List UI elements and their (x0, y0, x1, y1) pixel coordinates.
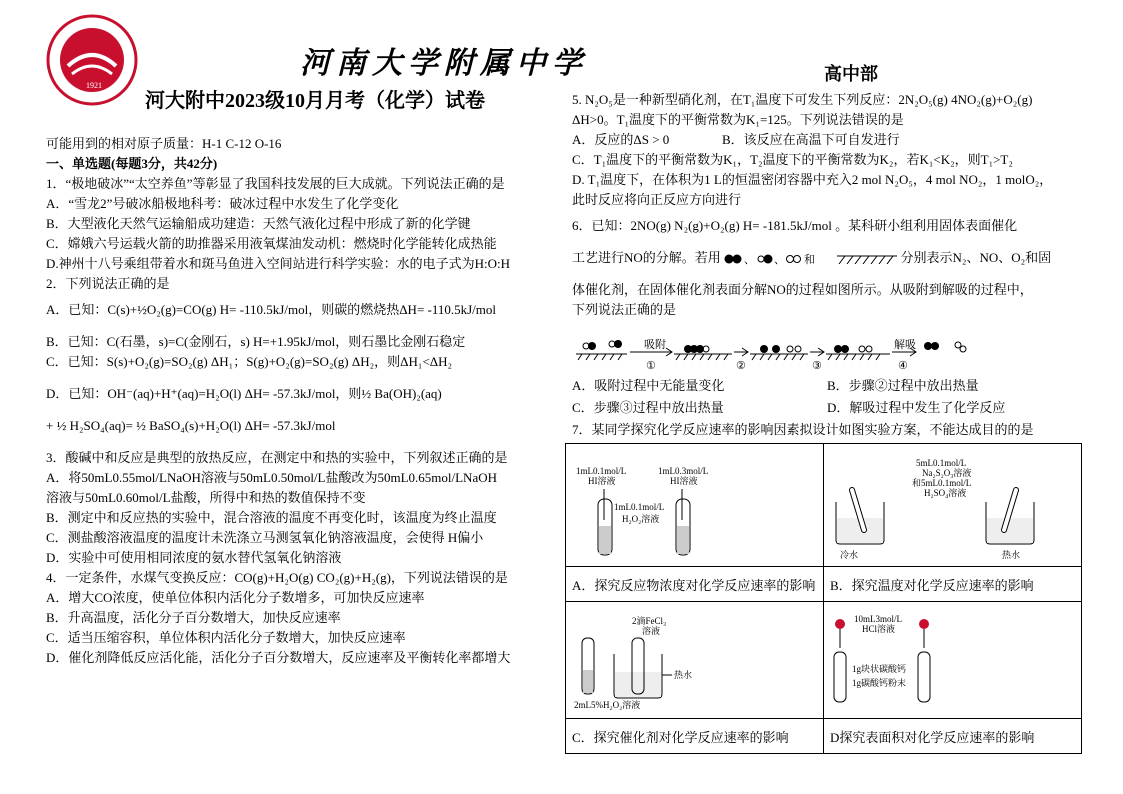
school-name: 河南大学附属中学 (300, 47, 588, 80)
step-desorb-label: 解吸 (894, 339, 916, 351)
catalyst-surface-icon (837, 254, 897, 264)
step-2-label: ② (736, 360, 746, 372)
c-label3: 2mL5%H₂O₂溶液 (574, 700, 641, 710)
molecule-legend-icon (724, 253, 834, 265)
a-label3: 1mL0.3mol/L (658, 466, 709, 476)
b-label4: H₂SO₄溶液 (924, 488, 967, 498)
legend-sep3: 和 (804, 254, 816, 266)
left-column (46, 134, 551, 668)
q5-option-a: A．反应的ΔS > 0 (572, 132, 670, 147)
b-label3: 和5mL0.1mol/L (912, 478, 972, 488)
q4-option-d: D．催化剂降低反应活化能，活化分子百分数增大，反应速率及平衡转化率都增大 (46, 650, 511, 665)
a-label5: 1mL0.1mol/L (614, 502, 665, 512)
no-decomposition-process (572, 338, 972, 372)
q3-option-c: C．测盐酸溶液温度的温度计未洗涤立马测氢氧化钠溶液温度，会使得 H偏小 (46, 530, 484, 545)
b-cold: 冷水 (840, 550, 859, 560)
q4-stem: 4．一定条件，水煤气变换反应：CO(g)+H₂O(g) CO₂(g)+H₂(g)，下列说法错误的是 (46, 570, 508, 585)
q5-option-d-line2: 此时反应将向正反应方向进行 (572, 192, 742, 207)
logo-year: 1921 (86, 81, 102, 90)
c-hot: 热水 (674, 670, 693, 680)
q7-b-figure (824, 444, 1082, 567)
q6-option-c: C．步骤③过程中放出热量 (572, 400, 724, 415)
q3-option-a-line2: 溶液与50mL0.60mol/L盐酸，所得中和热的数值保持不变 (46, 490, 366, 505)
q7-d-caption: D探究表面积对化学反应速率的影响 (824, 719, 1082, 754)
department-label: 高中部 (824, 64, 878, 84)
q6-line4: 下列说法正确的是 (572, 302, 677, 317)
q4-option-b: B．升高温度，活化分子百分数增大，加快反应速率 (46, 610, 341, 625)
q6-line2-post: 分别表示N₂、NO、O₂和固 (900, 250, 1052, 265)
atomic-mass: 可能用到的相对原子质量：H-1 C-12 O-16 (46, 136, 282, 151)
q2-stem: 2．下列说法正确的是 (46, 276, 170, 291)
q7-experiment-table (565, 443, 1082, 754)
c-label1: 2滴FeCl₃ (632, 616, 667, 626)
q4-option-c: C．适当压缩容积，单位体积内活化分子数增大，加快反应速率 (46, 630, 406, 645)
d-label1: 10mL3mol/L (854, 614, 902, 624)
q1-stem: 1．“极地破冰”“太空养鱼”等彰显了我国科技发展的巨大成就。下列说法正确的是 (46, 176, 505, 191)
q7-a-caption: A．探究反应物浓度对化学反应速率的影响 (566, 567, 824, 602)
q7-b-caption: B．探究温度对化学反应速率的影响 (824, 567, 1082, 602)
school-logo (46, 14, 138, 106)
q2-option-d-line2: + ½ H₂SO₄(aq)= ½ BaSO₄(s)+H₂O(l) ΔH= -57.3kJ/mol (46, 418, 336, 433)
q2-option-b: B．已知：C(石墨，s)=C(金刚石，s) H=+1.95kJ/mol，则石墨比金刚石稳定 (46, 334, 466, 349)
q1-option-a: A．“雪龙2”号破冰船极地科考：破冰过程中水发生了化学变化 (46, 196, 399, 211)
a-label2: HI溶液 (588, 476, 616, 486)
q5-line1: 5. N₂O₅是一种新型硝化剂，在T₁温度下可发生下列反应：2N₂O₅(g) 4NO₂(g)+O₂(g) (572, 92, 1033, 107)
step-adsorb-label: 吸附 (644, 339, 666, 351)
q6-option-b: B．步骤②过程中放出热量 (827, 378, 979, 393)
q5-option-d-line1: D. T₁温度下，在体积为1 L的恒温密闭容器中充入2 mol N₂O₅，4 mol NO₂，1 molO₂， (572, 172, 1053, 187)
c-label2: 溶液 (642, 626, 661, 636)
q3-option-d: D．实验中可使用相同浓度的氨水替代氢氧化钠溶液 (46, 550, 342, 565)
q3-option-a-line1: A．将50mL0.55mol/LNaOH溶液与50mL0.50mol/L盐酸改为50mL0.65mol/LNaOH (46, 470, 497, 485)
q6-line2 (572, 248, 1082, 268)
step-3-label: ③ (812, 360, 822, 372)
q1-option-b: B．大型液化天然气运输船成功建造：天然气液化过程中形成了新的化学键 (46, 216, 471, 231)
q2-option-d-line1: D．已知：OH⁻(aq)+H⁺(aq)=H₂O(l) ΔH= -57.3kJ/mol，则½ Ba(OH)₂(aq) (46, 386, 442, 401)
q2-option-c: C．已知：S(s)+O₂(g)=SO₂(g) ΔH₁；S(g)+O₂(g)=SO₂(g) ΔH₂，则ΔH₁<ΔH₂ (46, 354, 453, 369)
exam-title: 河大附中2023级10月月考（化学）试卷 (145, 90, 485, 112)
q1-option-d: D.神州十八号乘组带着水和斑马鱼进入空间站进行科学实验：水的电子式为H:O:H (46, 256, 511, 271)
a-label4: HI溶液 (670, 476, 698, 486)
d-label4: 1g碳酸钙粉末 (852, 678, 907, 688)
q7-c-figure (566, 602, 824, 719)
q2-option-a: A．已知：C(s)+½O₂(g)=CO(g) H= -110.5kJ/mol，则碳的燃烧热ΔH= -110.5kJ/mol (46, 302, 497, 317)
q5-option-b: B．该反应在高温下可自发进行 (722, 132, 900, 147)
step-4-label: ④ (898, 360, 908, 372)
q3-stem: 3．酸碱中和反应是典型的放热反应，在测定中和热的实验中，下列叙述正确的是 (46, 450, 508, 465)
b-hot: 热水 (1002, 550, 1021, 560)
right-column (572, 90, 1082, 320)
q5-line2: ΔH>0。T₁温度下的平衡常数为K₁=125。下列说法错误的是 (572, 112, 904, 127)
q6-option-d: D．解吸过程中发生了化学反应 (827, 400, 1006, 415)
q6-line2-pre: 工艺进行NO的分解。若用 (572, 250, 721, 265)
q7-d-figure (824, 602, 1082, 719)
b-label1: 5mL0.1mol/L (916, 458, 967, 468)
q6-option-a: A．吸附过程中无能量变化 (572, 378, 725, 393)
q7-a-figure (566, 444, 824, 567)
a-label1: 1mL0.1mol/L (576, 466, 627, 476)
step-1-label: ① (646, 360, 656, 372)
b-label2: Na₂S₂O₃溶液 (922, 468, 972, 478)
q7-stem: 7．某同学探究化学反应速率的影响因素拟设计如图实验方案，不能达成目的的是 (572, 422, 1034, 437)
q3-option-b: B．测定中和反应热的实验中，混合溶液的温度不再变化时，该温度为终止温度 (46, 510, 497, 525)
q6-line1: 6．已知：2NO(g) N₂(g)+O₂(g) H= -181.5kJ/mol 。某科研小组利用固体表面催化 (572, 218, 1018, 233)
d-label3: 1g块状碳酸钙 (852, 664, 907, 674)
q4-option-a: A．增大CO浓度，使单位体积内活化分子数增多，可加快反应速率 (46, 590, 425, 605)
q1-option-c: C．嫦娥六号运载火箭的助推器采用液氧煤油发动机：燃烧时化学能转化成热能 (46, 236, 497, 251)
legend-sep1: 、 (744, 254, 756, 266)
q5-option-c: C．T₁温度下的平衡常数为K₁，T₂温度下的平衡常数为K₂，若K₁<K₂，则T₁>T₂ (572, 152, 1013, 167)
q6-line3: 体催化剂，在固体催化剂表面分解NO的过程如图所示。从吸附到解吸的过程中， (572, 282, 1033, 297)
legend-sep2: 、 (774, 254, 786, 266)
q7-c-caption: C．探究催化剂对化学反应速率的影响 (566, 719, 824, 754)
section-heading: 一、单选题(每题3分，共42分) (46, 156, 218, 171)
q6-options (572, 376, 1082, 440)
d-label2: HCl溶液 (862, 624, 896, 634)
a-label6: H₂O₂溶液 (622, 514, 660, 524)
